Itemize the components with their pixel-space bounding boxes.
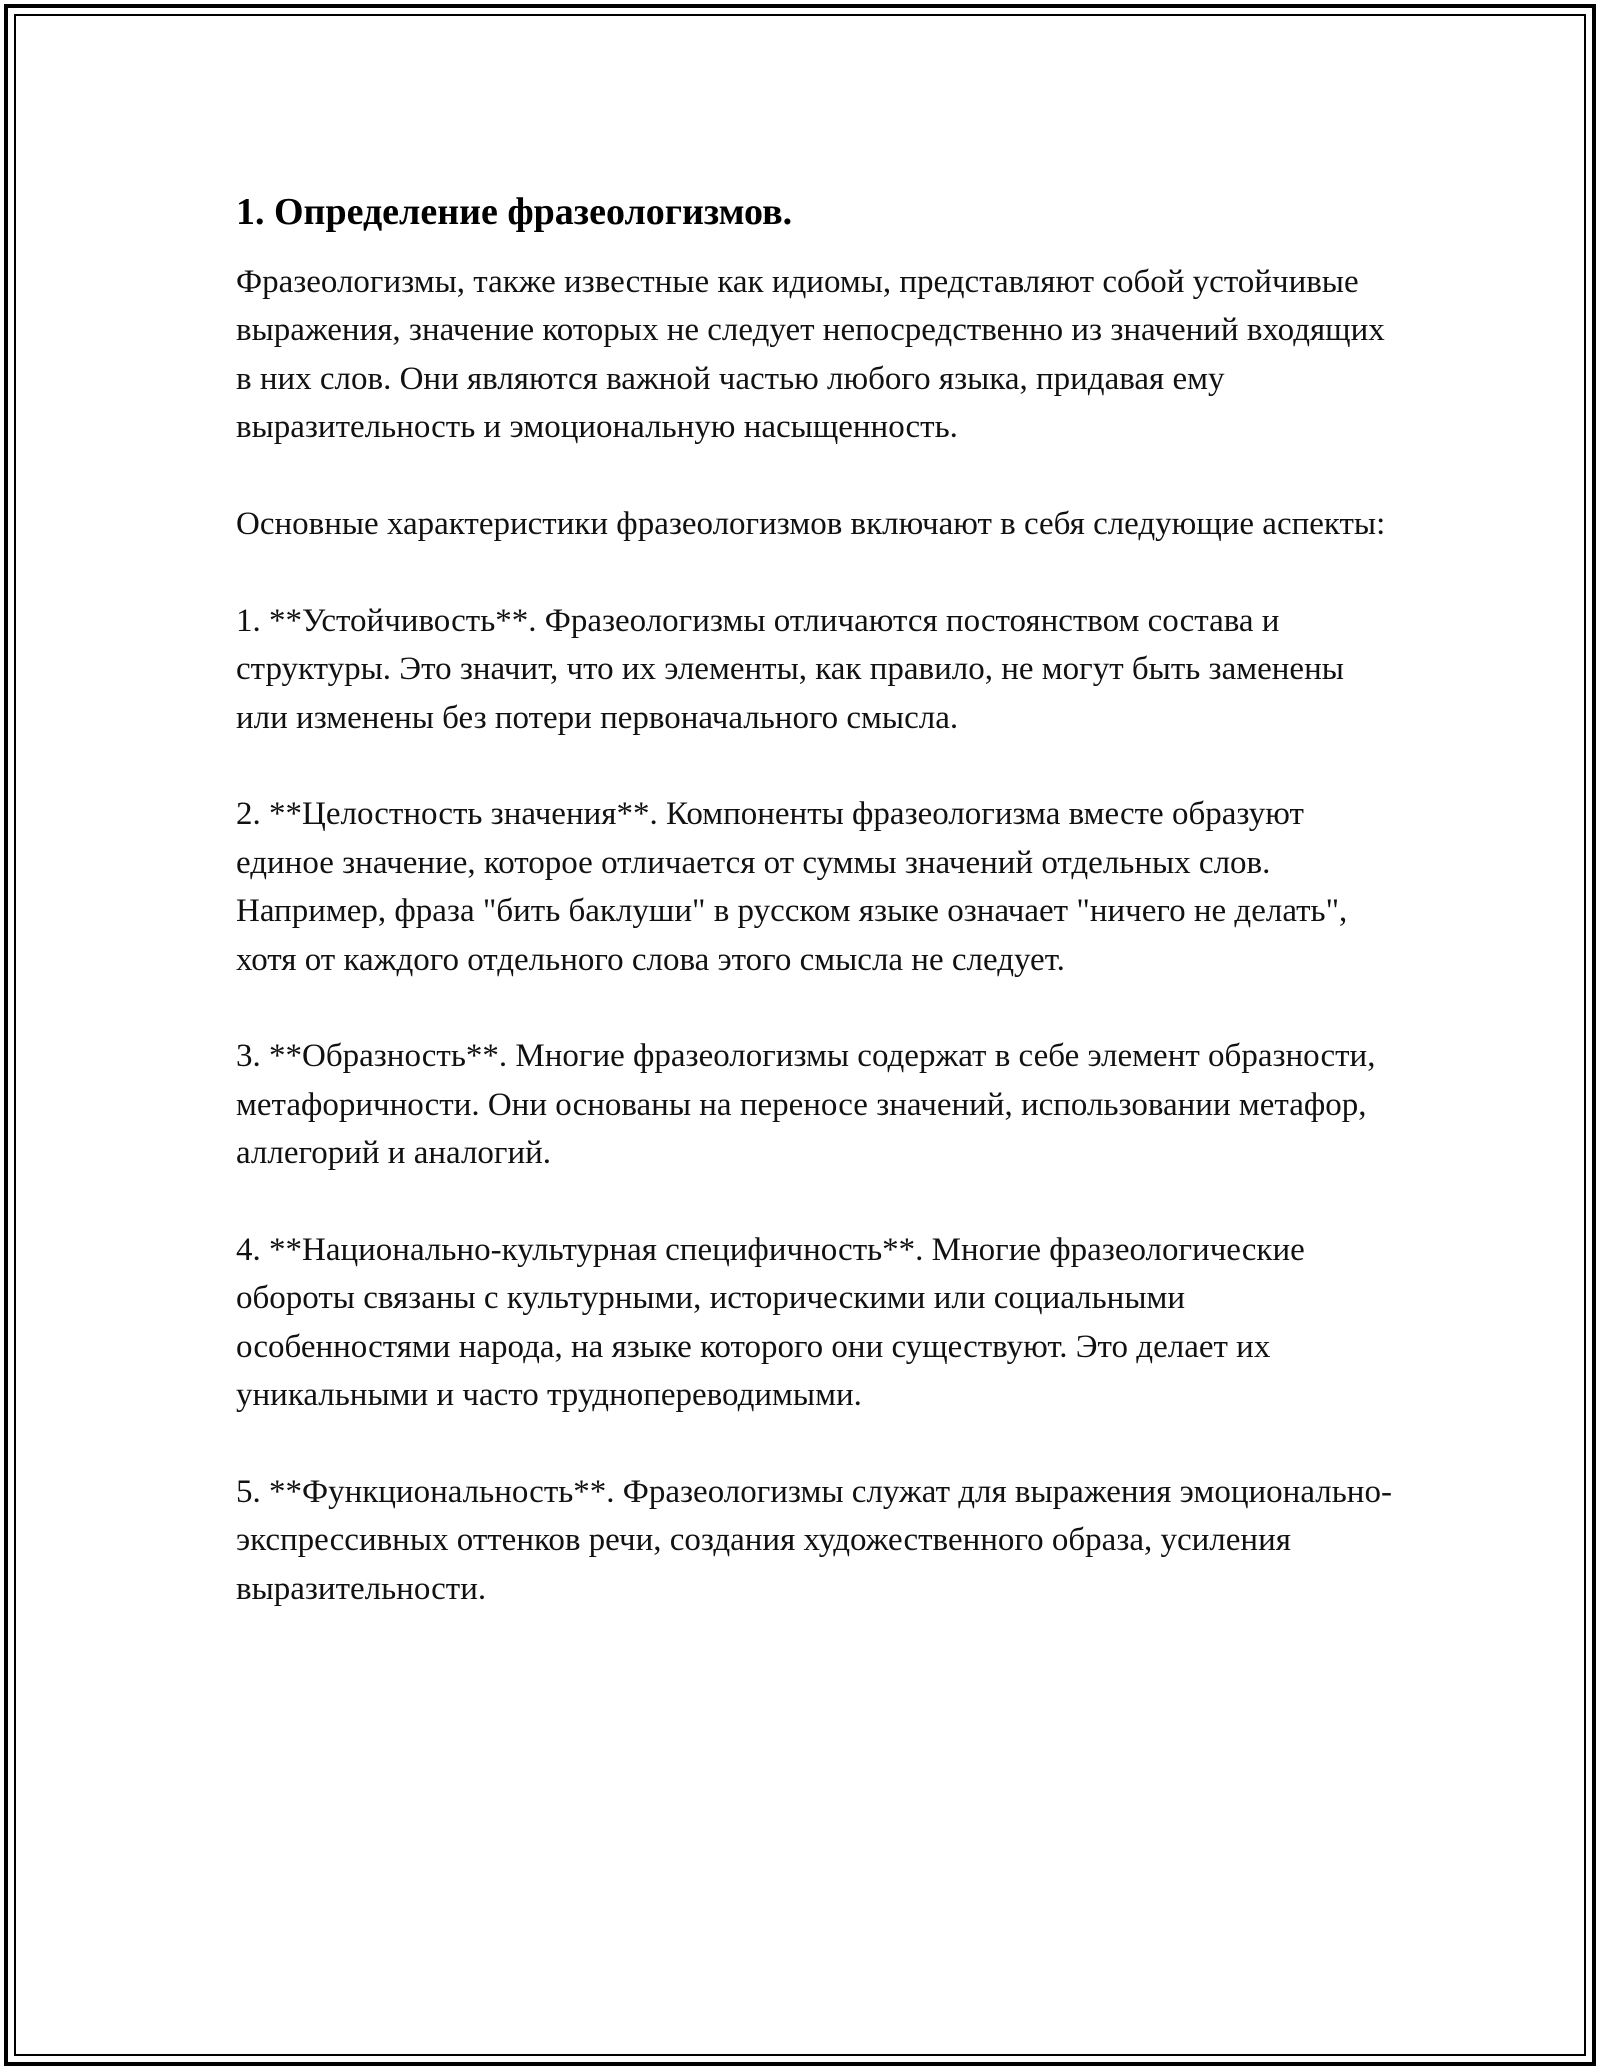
list-item-integrity: 2. **Целостность значения**. Компоненты фразеологизма вместе образуют единое значение, которое отличается от суммы значений отдельных слов. Например, фраза "бить баклуши" в русском языке означает "ничего не делать", хотя от каждого отдельного слова этого смысла не следует. — [236, 796, 1348, 978]
intro-paragraph: Фразеологизмы, также известные как идиомы, представляют собой устойчивые выражения, значение которых не следует непосредственно из значений входящих в них слов. Они являются важной частью любого языка, придавая ему выразительность и эмоциональную насыщенность. — [236, 264, 1385, 446]
list-item-imagery: 3. **Образность**. Многие фразеологизмы содержат в себе элемент образности, метафоричности. Они основаны на переносе значений, использовании метафор, аллегорий и аналогий. — [236, 1038, 1376, 1172]
document-body — [236, 188, 1396, 1613]
section-heading: 1. Определение фразеологизмов. — [236, 191, 793, 233]
list-item-functionality: 5. **Функциональность**. Фразеологизмы служат для выражения эмоционально-экспрессивных оттенков речи, создания художественного образа, усиления выразительности. — [236, 1474, 1392, 1607]
list-item-national-specificity: 4. **Национально-культурная специфичность**. Многие фразеологические обороты связаны с культурными, историческими или социальными особенностями народа, на языке которого они существуют. Это делает их уникальными и часто труднопереводимыми. — [236, 1232, 1305, 1414]
list-item-stability: 1. **Устойчивость**. Фразеологизмы отличаются постоянством состава и структуры. Это значит, что их элементы, как правило, не могут быть заменены или изменены без потери первоначального смысла. — [236, 602, 1344, 736]
characteristics-intro: Основные характеристики фразеологизмов включают в себя следующие аспекты: — [236, 506, 1386, 543]
